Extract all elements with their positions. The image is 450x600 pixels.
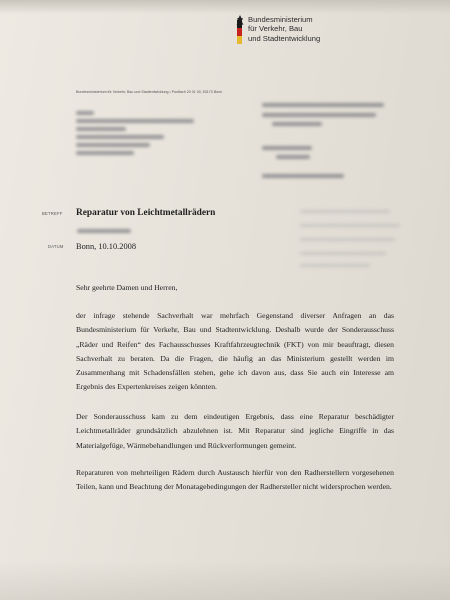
ministry-name xyxy=(248,15,398,43)
flag-stripes-icon xyxy=(237,20,242,44)
page-bottom-shade xyxy=(0,560,450,600)
flag-red xyxy=(237,28,242,36)
subject-label: BETREFF xyxy=(42,211,63,216)
flag-black xyxy=(237,20,242,28)
body-paragraph-3 xyxy=(76,466,394,495)
reference-blurred xyxy=(77,229,131,233)
paragraph-text: Der Sonderausschuss kam zu dem eindeutigen Ergebnis, dass eine Reparatur beschädigter Leichtmetallräder grundsätzlich abzulehnen ist. Mit Reparatur sind jegliche Eingriffe in das Materialgefüge, Wärmebehandlungen und Rückverformungen gemeint. xyxy=(76,412,394,450)
letter-greeting xyxy=(76,281,394,295)
greeting-text: Sehr geehrte Damen und Herren, xyxy=(76,283,178,292)
paragraph-text: der infrage stehende Sachverhalt war mehrfach Gegenstand diverser Anfragen an das Bundesministerium für Verkehr, Bau und Stadtentwicklung. Deshalb wurde der Sonderausschuss „Räder und Reifen“ des Fachausschusses Kraftfahrzeugtechnik (FKT) von mir beauftragt, diesen Sachverhalt zu beraten. Da die Fragen, die häufig an das Ministerium gestellt werden im Zusammenhang mit Schadensfällen stehen, gehe ich davon aus, dass Sie auch ein Interesse am Ergebnis des Expertenkreises zeigen könnten. xyxy=(76,311,394,392)
page-shadow xyxy=(0,0,450,14)
body-paragraph-1 xyxy=(76,309,394,395)
paragraph-text: Reparaturen von mehrteiligen Rädern durch Austausch hierfür von den Radherstellern vorgesehenen Teilen, kann und Beachtung der Monatagebedingungen der Radhersteller nicht widersprochen werden. xyxy=(76,468,394,492)
ministry-line-1: Bundesministerium xyxy=(248,15,313,24)
date-label: DATUM xyxy=(48,244,64,249)
return-address: Bundesministerium für Verkehr, Bau und Stadtentwicklung • Postfach 20 01 00, 53170 Bonn xyxy=(76,90,223,94)
body-paragraph-2 xyxy=(76,410,394,453)
letter-subject: Reparatur von Leichtmetallrädern xyxy=(76,208,216,218)
letter-date: Bonn, 10.10.2008 xyxy=(76,242,137,251)
ministry-line-2: für Verkehr, Bau xyxy=(248,24,303,34)
flag-gold xyxy=(237,36,242,44)
ministry-line-3: und Stadtentwicklung xyxy=(248,33,321,43)
